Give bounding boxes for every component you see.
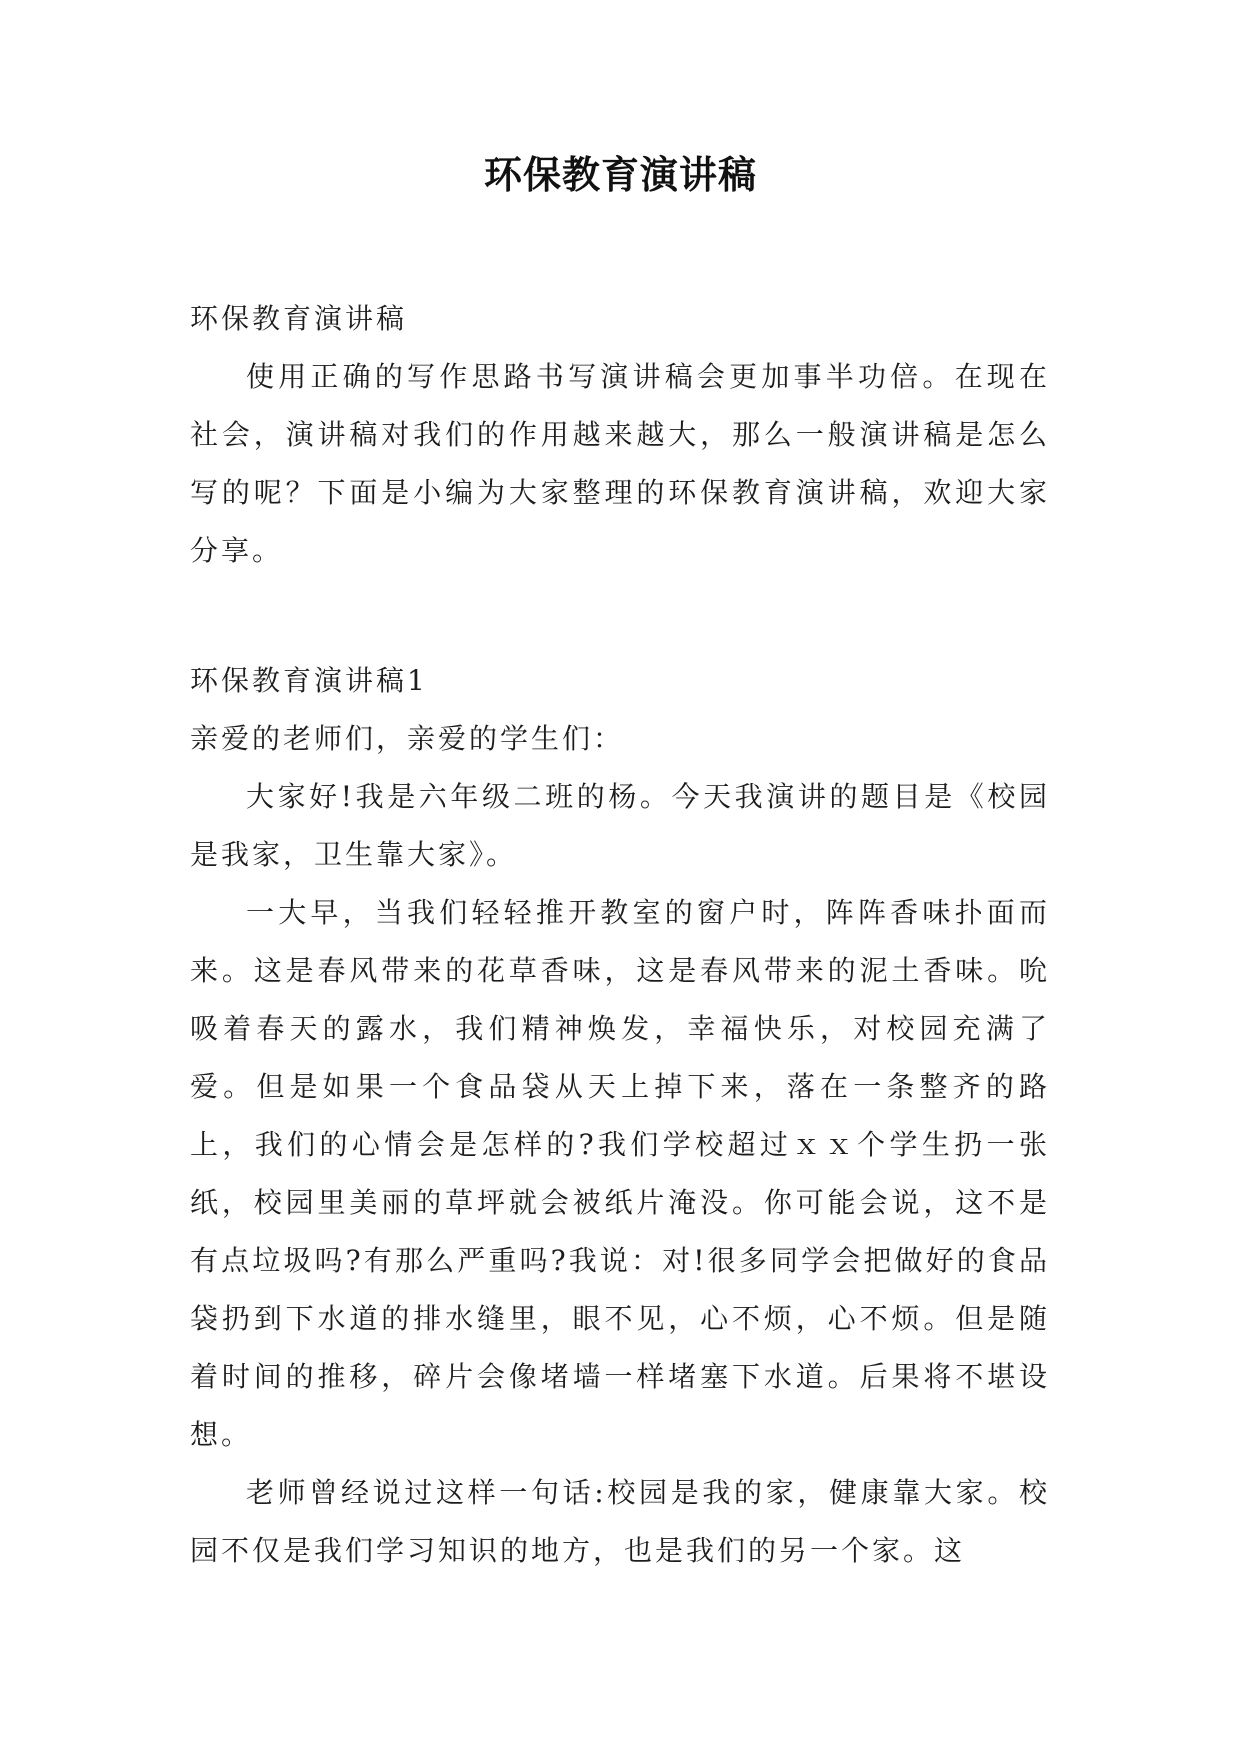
body-paragraph: 大家好!我是六年级二班的杨。今天我演讲的题目是《校园是我家，卫生靠大家》。	[190, 780, 1050, 871]
document-subtitle: 环保教育演讲稿	[190, 302, 408, 335]
section-heading: 环保教育演讲稿1	[190, 664, 428, 697]
document-body	[190, 290, 1050, 1580]
body-paragraph: 一大早，当我们轻轻推开教室的窗户时，阵阵香味扑面而来。这是春风带来的花草香味，这是春风带来的泥土香味。吮吸着春天的露水，我们精神焕发，幸福快乐，对校园充满了爱。但是如果一个食品袋从天上掉下来，落在一条整齐的路上，我们的心情会是怎样的?我们学校超过ｘｘ个学生扔一张纸，校园里美丽的草坪就会被纸片淹没。你可能会说，这不是有点垃圾吗?有那么严重吗?我说：对!很多同学会把做好的食品袋扔到下水道的排水缝里，眼不见，心不烦，心不烦。但是随着时间的推移，碎片会像堵墙一样堵塞下水道。后果将不堪设想。	[190, 896, 1050, 1451]
section-spacer	[190, 580, 1050, 652]
intro-paragraph: 使用正确的写作思路书写演讲稿会更加事半功倍。在现在社会，演讲稿对我们的作用越来越大，那么一般演讲稿是怎么写的呢？下面是小编为大家整理的环保教育演讲稿，欢迎大家分享。	[190, 360, 1050, 567]
document-title: 环保教育演讲稿	[483, 152, 757, 197]
greeting: 亲爱的老师们，亲爱的学生们：	[190, 722, 625, 755]
body-paragraph: 老师曾经说过这样一句话:校园是我的家，健康靠大家。校园不仅是我们学习知识的地方，也是我们的另一个家。这	[190, 1476, 1050, 1567]
